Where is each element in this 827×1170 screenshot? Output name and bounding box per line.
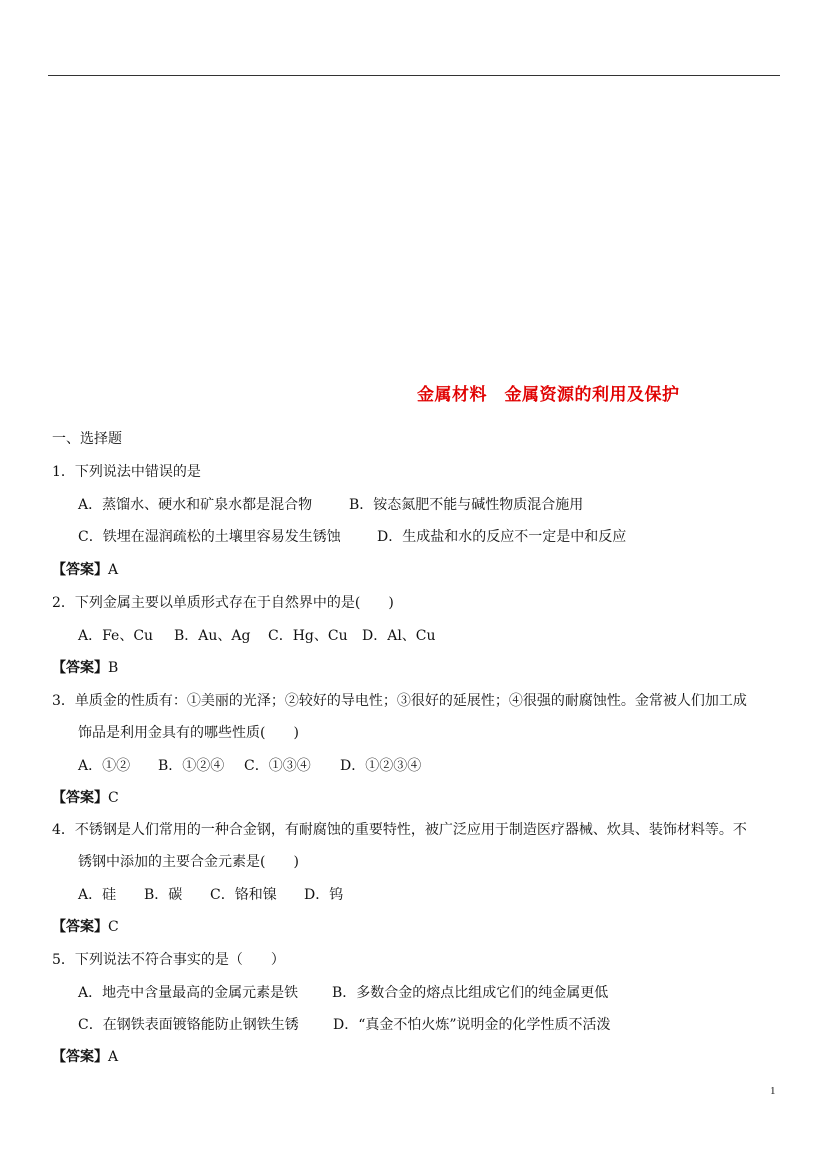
answer-value: A [108, 1049, 119, 1065]
question-2-option-d: D．Al、Cu [362, 628, 436, 644]
answer-label: 【答案】 [52, 1049, 108, 1065]
document-title: 金属材料 金属资源的利用及保护 [417, 385, 680, 405]
question-1-option-d: D．生成盐和水的反应不一定是中和反应 [377, 529, 627, 545]
question-2-stem: 2．下列金属主要以单质形式存在于自然界中的是( ) [52, 595, 394, 611]
question-1-option-b: B．铵态氮肥不能与碱性物质混合施用 [349, 497, 584, 513]
question-1-option-c: C．铁埋在湿润疏松的土壤里容易发生锈蚀 [78, 529, 341, 545]
question-5-stem: 5．下列说法不符合事实的是（ ） [52, 952, 285, 968]
question-2-option-b: B．Au、Ag [174, 628, 251, 644]
question-2-option-a: A．Fe、Cu [78, 628, 154, 644]
question-4-stem-continued: 锈钢中添加的主要合金元素是( ) [78, 854, 299, 870]
answer-label: 【答案】 [52, 790, 108, 806]
answer-label: 【答案】 [52, 562, 108, 578]
question-3-option-a: A．①② [78, 758, 131, 774]
question-3-answer [52, 789, 119, 807]
question-5-answer [52, 1048, 118, 1066]
answer-value: B [108, 660, 119, 676]
question-4-stem: 4．不锈钢是人们常用的一种合金钢，有耐腐蚀的重要特性，被广泛应用于制造医疗器械、炊具、装饰材料等。不 [52, 822, 747, 838]
question-1-option-a: A．蒸馏水、硬水和矿泉水都是混合物 [78, 497, 313, 513]
question-3-option-c: C．①③④ [244, 758, 311, 774]
question-3-option-b: B．①②④ [158, 758, 225, 774]
section-heading: 一、选择题 [52, 431, 122, 447]
question-5-option-a: A．地壳中含量最高的金属元素是铁 [78, 985, 299, 1001]
question-3-stem: 3．单质金的性质有：①美丽的光泽；②较好的导电性；③很好的延展性；④很强的耐腐蚀性。金常被人们加工成 [52, 693, 747, 709]
answer-label: 【答案】 [52, 660, 108, 676]
question-5-option-c: C．在钢铁表面镀铬能防止钢铁生锈 [78, 1017, 299, 1033]
question-3-option-d: D．①②③④ [340, 758, 422, 774]
question-5-option-d: D．“真金不怕火炼”说明金的化学性质不活泼 [333, 1017, 611, 1033]
question-1-stem: 1．下列说法中错误的是 [52, 464, 201, 480]
answer-value: A [108, 562, 119, 578]
question-1-answer [52, 561, 118, 579]
question-3-stem-continued: 饰品是利用金具有的哪些性质( ) [78, 725, 299, 741]
question-4-option-b: B．碳 [144, 887, 183, 903]
question-5-option-b: B．多数合金的熔点比组成它们的纯金属更低 [332, 985, 609, 1001]
header-rule [48, 75, 780, 76]
question-2-option-c: C．Hg、Cu [268, 628, 348, 644]
answer-value: C [108, 919, 119, 935]
question-4-option-a: A．硅 [78, 887, 117, 903]
question-4-option-c: C．铬和镍 [210, 887, 277, 903]
question-4-option-d: D．钨 [304, 887, 344, 903]
answer-label: 【答案】 [52, 919, 108, 935]
question-2-answer [52, 659, 118, 677]
question-4-answer [52, 918, 119, 936]
answer-value: C [108, 790, 119, 806]
page-number: 1 [770, 1085, 776, 1097]
